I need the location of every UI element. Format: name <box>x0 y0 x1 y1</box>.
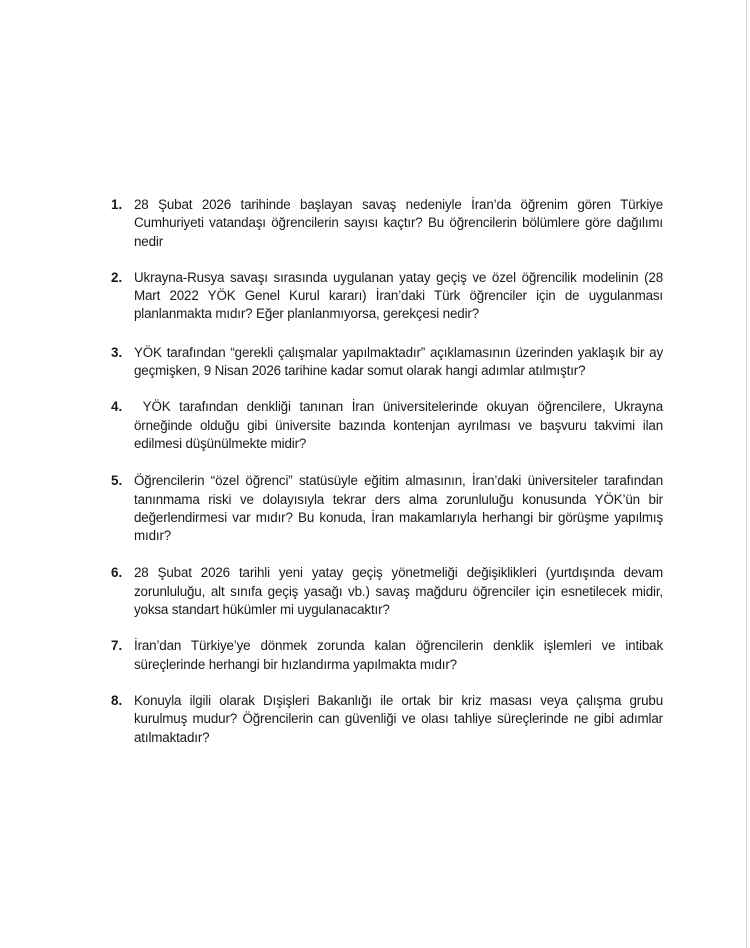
question-text: Konuyla ilgili olarak Dışişleri Bakanlığı ile ortak bir kriz masası veya çalışma grubu kurulmuş mudur? Öğrencilerin can güvenliği ve olası tahliye süreçlerinde ne gibi adımlar atılmaktadır? <box>134 692 663 745</box>
question-item-2 <box>111 269 663 324</box>
question-text: Öğrencilerin “özel öğrenci” statüsüyle eğitim almasının, İran’daki üniversiteler tarafından tanınmama riski ve dolayısıyla tekrar ders alma zorunluluğu konusunda YÖK’ün bir değerlendirmesi var mıdır? Bu konuda, İran makamlarıyla herhangi bir görüşme yapılmış mıdır? <box>134 473 663 544</box>
question-text: YÖK tarafından denkliği tanınan İran üniversitelerinde okuyan öğrencilere, Ukrayna örneğinde olduğu gibi üniversite bazında kontenjan ayrılması ve başvuru takvimi ilan edilmesi düşünülmekte midir? <box>134 399 663 451</box>
question-text: 28 Şubat 2026 tarihinde başlayan savaş nedeniyle İran’da öğrenim gören Türkiye Cumhuriyeti vatandaşı öğrencilerin sayısı kaçtır? Bu öğrencilerin bölümlere göre dağılımı nedir <box>134 197 663 249</box>
question-number: 8. <box>111 692 123 708</box>
question-number: 6. <box>111 565 123 581</box>
question-list <box>111 196 663 747</box>
question-text: 28 Şubat 2026 tarihli yeni yatay geçiş yönetmeliği değişiklikleri (yurtdışında devam zorunluluğu, alt sınıfa geçiş yasağı vb.) savaş mağduru öğrenciler için esnetilecek midir, yoksa standart hükümler mi uygulanacaktır? <box>134 565 663 618</box>
question-item-3 <box>111 344 663 381</box>
question-text: YÖK tarafından “gerekli çalışmalar yapılmaktadır” açıklamasının üzerinden yaklaşık bir ay geçmişken, 9 Nisan 2026 tarihine kadar somut olarak hangi adımlar atılmıştır? <box>134 344 663 379</box>
question-number: 5. <box>111 473 123 489</box>
question-number: 4. <box>111 399 123 415</box>
question-number: 3. <box>111 344 123 360</box>
question-item-5 <box>111 472 663 545</box>
question-item-6 <box>111 564 663 619</box>
question-item-8 <box>111 692 663 747</box>
question-number: 2. <box>111 269 123 285</box>
question-item-1 <box>111 196 663 251</box>
page-edge-divider <box>746 0 747 948</box>
question-number: 1. <box>111 197 123 212</box>
question-item-7 <box>111 637 663 674</box>
question-number: 7. <box>111 638 123 654</box>
question-text: İran’dan Türkiye’ye dönmek zorunda kalan öğrencilerin denklik işlemleri ve intibak süreçlerinde herhangi bir hızlandırma yapılmakta mıdır? <box>134 638 663 672</box>
question-text: Ukrayna-Rusya savaşı sırasında uygulanan yatay geçiş ve özel öğrencilik modelinin (28 Mart 2022 YÖK Genel Kurul kararı) İran’daki Türk öğrenciler için de uygulanması planlanmakta mıdır? Eğer planlanmıyorsa, gerekçesi nedir? <box>134 269 663 322</box>
question-item-4 <box>111 398 663 453</box>
